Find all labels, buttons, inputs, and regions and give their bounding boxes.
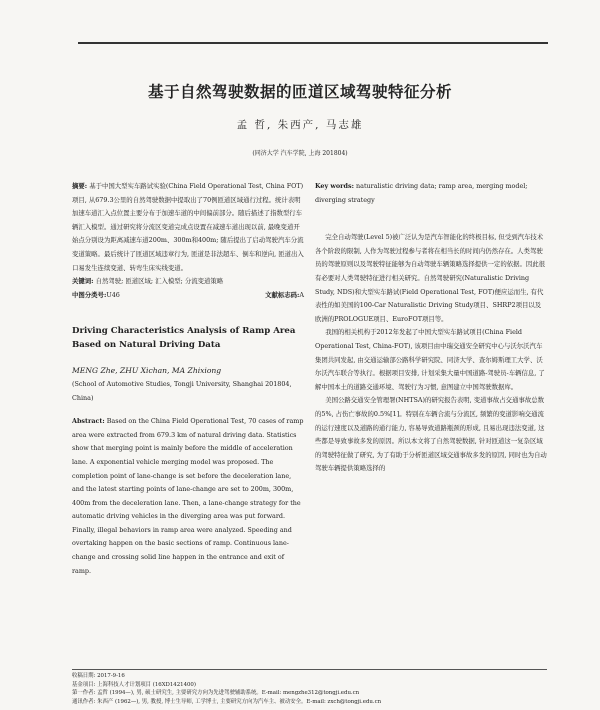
top-rule	[78, 42, 548, 44]
english-affiliation: (School of Automotive Studies, Tongji University, Shanghai 201804, China)	[72, 379, 292, 402]
body-paragraph-3: 美国公路交通安全管理署(NHTSA)的研究报告表明, 变道事故占交通事故总数的5%, 占伤亡事故的0.5%[1]。特别在车辆合流与分流区, 频繁的变道影响交通流的运行速度以及道路的通行能力, 容易导致道路瓶颈的形成, 且易出现违法变道, 这些都是导致事故多发的原因。所以本文将了自然驾驶数据, 针对匝道这一复杂区域的驾驶特征做了研究, 为了有助于分析匝道区域交通事故多发的原因, 同时也为自动驾驶车辆提供策略选择的	[315, 396, 547, 473]
footnote-received	[72, 672, 547, 681]
english-abstract-text: Based on the China Field Operational Test, 70 cases of ramp area were extracted from 679.3 km of natural driving data. Statistics show that merging point is mainly before the middle of acceleration lane. A exponential vehicle merging model was proposed. The completion point of lane-change is set before the deceleration lane, and the latest starting points of lane-change are set to 200m, 300m, 400m from the deceleration lane. Then, a lane-change strategy for the automatic driving vehicles in the diverging area was put forward. Finally, illegal behaviors in ramp area were analyzed. Speeding and overtaking happen on the basic sections of ramp. Continuous lane-change and crossing solid line happen in the entrance and exit of ramp.	[72, 417, 304, 575]
affiliation: (同济大学 汽车学院, 上海 201804)	[252, 150, 348, 157]
clc-field	[72, 289, 120, 303]
right-column	[315, 180, 547, 476]
abstract-cn	[72, 180, 304, 275]
clc-value: U46	[106, 290, 120, 299]
keywords-cn-text: 自然驾驶; 匝道区域; 汇入模型; 分流变道策略	[95, 277, 224, 286]
footnotes	[72, 672, 547, 706]
keywords-cn	[72, 275, 304, 289]
keywords-en-label: Key words:	[315, 182, 354, 190]
body-paragraph-1: 完全自动驾驶(Level 5)被广泛认为是汽车智能化的终极目标, 但受到汽车技术各个阶段的限制, 人作为驾驶过程参与者将在相当长的时间内仍然存在。人类驾驶员的驾驶原则以及驾驶特征能够为自动驾驶车辆策略选择提供一定的依据。因此很有必要对人类驾驶特征进行相关研究。自然驾驶研究(Naturalistic Driving Study, NDS)和大型实车路试(Field Operational Test, FOT)便应运而生, 有代表性的如美国的100-Car Naturalistic Driving Study项目、SHRP2项目以及欧洲的PROLOGUE项目、EuroFOT项目等。	[315, 233, 546, 323]
classification-line	[72, 289, 304, 303]
body-paragraph-2: 我国的相关机构于2012年发起了中国大型实车路试项目(China Field Operational Test, China-FOT), 该项目由中瑞交通安全研究中心与沃尔沃汽车集团共同发起, 由交通运输部公路科学研究院、同济大学、查尔姆斯理工大学、沃尔沃汽车联合等执行。根据项目安排, 计划采集大量中国道路-驾驶员-车辆信息, 了解中国本土的道路交通环境、驾驶行为习惯, 意图建立中国驾驶数据库。	[315, 328, 545, 391]
abstract-cn-label: 摘要:	[72, 182, 88, 190]
english-authors: MENG Zhe, ZHU Xichan, MA Zhixiong	[72, 366, 222, 376]
author2-label: 通讯作者:	[72, 698, 96, 705]
received-value: 2017-9-16	[97, 673, 125, 679]
fund-label: 基金项目:	[72, 681, 96, 688]
paper-title: 基于自然驾驶数据的匝道区域驾驶特征分析	[147, 82, 452, 101]
clc-label: 中图分类号:	[72, 290, 107, 299]
keywords-cn-label: 关键词:	[72, 277, 94, 286]
footnote-rule	[72, 669, 547, 670]
author-list: 孟 哲, 朱西产, 马志雄	[236, 119, 364, 131]
english-abstract	[72, 415, 304, 578]
english-title: Driving Characteristics Analysis of Ramp Area Based on Natural Driving Data	[72, 326, 296, 351]
author1-value: 孟哲 (1994—), 男, 硕士研究生, 主要研究方向为先进驾驶辅助系统。E-mail: mengzhe312@tongji.edu.cn	[97, 690, 360, 697]
abstract-cn-text: 基于中国大型实车路试实验(China Field Operational Test, China FOT)项目, 从679.3公里的自然驾驶数据中提取出了70例匝道区域通行过程。统计表明加速车道汇入点位置主要分布于加速车道的中间偏前部分。随后描述了指数型行车辆汇入模型。通过研究将分流区变道完成点设置在减速车道出现以前, 最晚变道开始点分别设为距离减速车道200m、300m和400m; 随后提出了启动驾驶汽车分流变道策略。最后统计了匝道区域违章行为, 匝道是非法超车、倒车和逆向, 匝道出入口易发生连续变道、转弯生床实线变道。	[72, 182, 304, 272]
footnote-author1	[72, 689, 547, 698]
fund-value: 上海科技人才计划项目 (16XD1421400)	[97, 681, 196, 688]
doc-value: A	[299, 290, 304, 299]
received-label: 收稿日期:	[72, 673, 96, 679]
footnote-fund	[72, 681, 547, 690]
author2-value: 朱西产 (1962—), 男, 教授, 博士生导师, 工学博士, 主要研究方向为汽车主、被动安全。E-mail: zxch@tongji.edu.cn	[97, 698, 382, 705]
footnote-author2	[72, 698, 547, 707]
keywords-en-text: naturalistic driving data; ramp area, merging model; diverging strategy	[315, 182, 528, 204]
doc-field	[265, 289, 304, 303]
doc-label: 文献标志码:	[265, 290, 300, 299]
english-abstract-label: Abstract:	[72, 417, 105, 426]
keywords-en	[315, 180, 547, 207]
author1-label: 第一作者:	[72, 690, 96, 697]
left-column	[72, 180, 304, 578]
